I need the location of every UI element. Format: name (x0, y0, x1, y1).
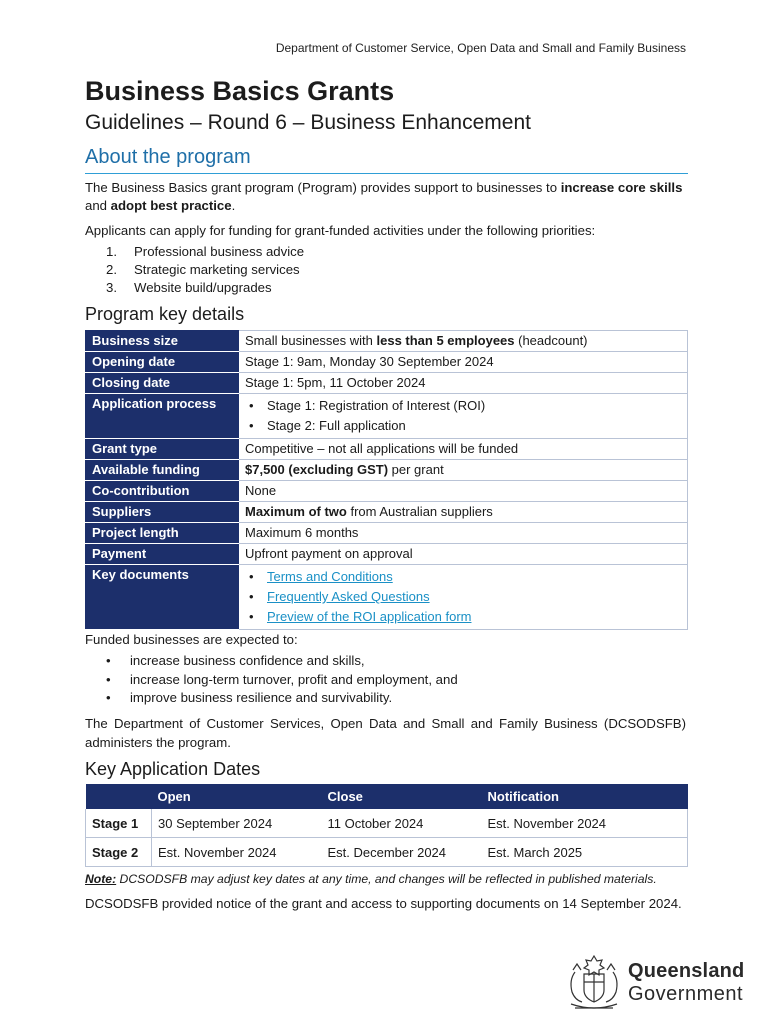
table-row: Grant type Competitive – not all applications will be funded (86, 439, 688, 460)
page-title: Business Basics Grants (85, 76, 395, 106)
list-item: 1. Professional business advice (106, 244, 305, 259)
column-header: Open (152, 784, 322, 809)
table-row: Stage 1 30 September 2024 11 October 2024 Est. November 2024 (86, 809, 688, 838)
faq-link[interactable]: Frequently Asked Questions (267, 589, 430, 604)
notice-paragraph: DCSODSFB provided notice of the grant and access to supporting documents on 14 September 2024. (85, 896, 682, 911)
logo-government-text: Government (628, 983, 744, 1005)
table-row: Business size Small businesses with less than 5 employees (headcount) (86, 331, 688, 352)
dates-heading: Key Application Dates (85, 759, 261, 779)
column-header: Notification (482, 784, 688, 809)
priorities-intro: Applicants can apply for funding for grant-funded activities under the following priorities: (85, 223, 596, 238)
column-header: Close (322, 784, 482, 809)
queensland-government-logo (565, 952, 745, 1012)
table-row: Closing date Stage 1: 5pm, 11 October 2024 (86, 373, 688, 394)
table-header-row (86, 784, 688, 809)
list-item: • improve business resilience and survivability. (85, 689, 458, 708)
dates-note: Note: DCSODSFB may adjust key dates at any time, and changes will be reflected in published materials. (85, 872, 657, 886)
priorities-list (85, 243, 304, 297)
list-item: 3. Website build/upgrades (106, 280, 272, 295)
list-item: 2. Strategic marketing services (106, 262, 300, 277)
table-row: Available funding $7,500 (excluding GST) per grant (86, 460, 688, 481)
table-row: Co-contribution None (86, 481, 688, 502)
expectations-list (85, 652, 458, 708)
table-row: Application process • Stage 1: Registration of Interest (ROI) • Stage 2: Full application (86, 394, 688, 439)
list-item: • increase business confidence and skills, (85, 652, 458, 671)
page-subtitle: Guidelines – Round 6 – Business Enhancement (85, 111, 531, 134)
table-row: Key documents • Terms and Conditions • Frequently Asked Questions • Preview of the ROI application form (86, 565, 688, 630)
list-item: • Stage 2: Full application (265, 416, 681, 436)
table-row: Suppliers Maximum of two from Australian suppliers (86, 502, 688, 523)
about-intro: The Business Basics grant program (Program) provides support to businesses to increase core skills and adopt best practice. (85, 180, 683, 213)
table-row: Stage 2 Est. November 2024 Est. December 2024 Est. March 2025 (86, 838, 688, 867)
expectations-intro: Funded businesses are expected to: (85, 632, 298, 647)
table-row: Project length Maximum 6 months (86, 523, 688, 544)
logo-queensland-text: Queensland (628, 960, 745, 982)
about-heading: About the program (85, 146, 688, 174)
key-details-heading: Program key details (85, 304, 245, 324)
key-details-table (85, 330, 688, 630)
key-dates-table (85, 784, 688, 867)
coat-of-arms-icon (565, 952, 623, 1012)
list-item: • increase long-term turnover, profit and employment, and (85, 671, 458, 690)
terms-and-conditions-link[interactable]: Terms and Conditions (267, 569, 393, 584)
roi-form-preview-link[interactable]: Preview of the ROI application form (267, 609, 472, 624)
list-item: • Stage 1: Registration of Interest (ROI) (265, 396, 681, 416)
table-row: Payment Upfront payment on approval (86, 544, 688, 565)
admin-paragraph: The Department of Customer Services, Open Data and Small and Family Business (DCSODSFB) administers the program. (85, 716, 686, 750)
department-header: Department of Customer Service, Open Data and Small and Family Business (275, 41, 686, 55)
table-row: Opening date Stage 1: 9am, Monday 30 September 2024 (86, 352, 688, 373)
